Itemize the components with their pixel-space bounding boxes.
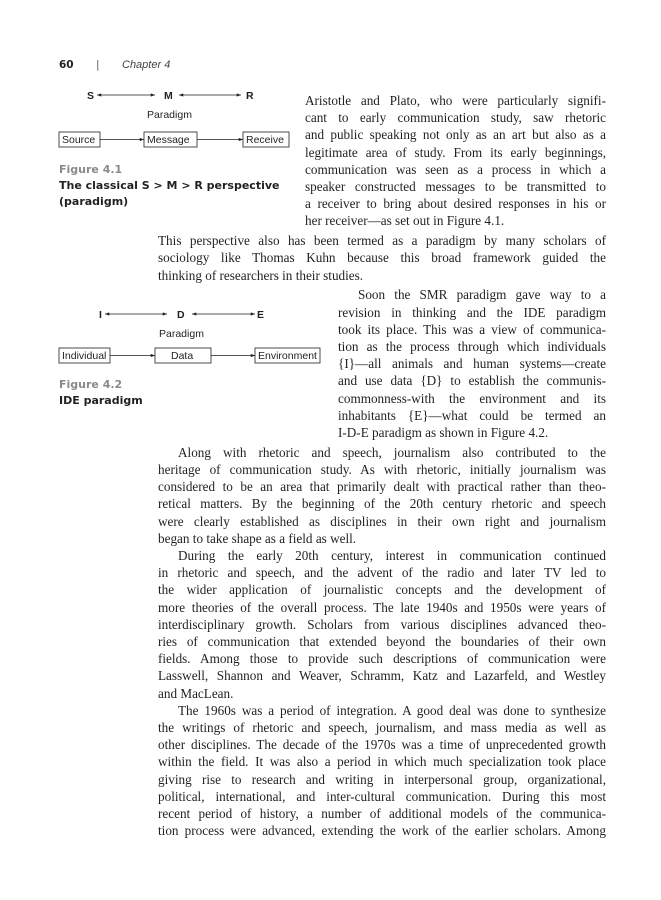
text-line: the writings of rhetoric and speech, journalism, and mass media as well as [158, 720, 606, 735]
node-r: R [246, 90, 254, 102]
text-line: revision in thinking and the IDE paradigm [338, 304, 606, 320]
node-e: E [257, 309, 265, 321]
text-line: sociology like Thomas Kuhn because this broad framework guided the [158, 250, 606, 266]
header-separator: | [96, 59, 100, 71]
text-line: speaker constructed messages to be transmitted to [305, 179, 606, 194]
text-line: other disciplines. The decade of the 1970s was a time of unprecedented growth [158, 737, 606, 753]
text-line: in rhetoric and speech, and the advent of the radio and later TV led to [158, 565, 606, 581]
text-line: fields. Among those to provide such descriptions of communication were [158, 651, 606, 667]
figure-4-2-diagram [59, 307, 324, 371]
text-line: tion process were advanced, extending the work of the earlier scholars. Among [158, 823, 606, 839]
text-line: commonness-with the environment and its [338, 390, 606, 406]
text-line: inhabitants {E}—what could be termed an [338, 407, 606, 423]
text-line: Aristotle and Plato, who were particularly signifi- [305, 93, 606, 108]
figure-number: Figure 4.1 [59, 163, 123, 176]
text-line: communication was seen as a process in which a [305, 161, 606, 177]
paradigm-label: Paradigm [159, 328, 204, 340]
figure-4-1-diagram [59, 88, 299, 152]
text-line: recent period of history, a number of additional models of the communica- [158, 806, 606, 821]
text-line: heritage of communication study. As with rhetoric, initially journalism was [158, 462, 606, 477]
node-m: M [164, 90, 173, 102]
chapter-label: Chapter 4 [122, 59, 171, 71]
figure-title: The classical S > M > R perspective [59, 179, 280, 192]
text-line: Soon the SMR paradigm gave way to a [358, 287, 606, 303]
node-d: D [177, 309, 185, 321]
text-line: Lasswell, Shannon and Weaver, Schramm, Katz and Lazarfeld, and Westley [158, 668, 606, 684]
text-line: a receiver to bring about desired responses in his or [305, 196, 606, 212]
text-line: interdisciplinary growth. Scholars from various disciplines advanced theo- [158, 616, 606, 632]
text-line: {I}—all animals and human systems—create [338, 356, 606, 372]
text-line: were clearly established as disciplines in their own right and journalism [158, 513, 606, 529]
figure-4-1-caption [59, 162, 280, 210]
text-line: more theories of the overall process. The late 1940s and 1950s were years of [158, 599, 606, 615]
text-line: the wider application of journalistic concepts and the development of [158, 582, 606, 598]
text-line: legitimate area of study. From its early beginnings, [305, 144, 606, 160]
text-line: and MacLean. [158, 685, 234, 701]
box-receive: Receive [246, 134, 284, 146]
text-line: I-D-E paradigm as shown in Figure 4.2. [338, 425, 549, 440]
text-line: political, international, and inter-cultural communication. During this most [158, 788, 606, 804]
text-line: This perspective also has been termed as a paradigm by many scholars of [158, 233, 606, 249]
text-line: and public speaking not only as an art but also as a [305, 127, 606, 143]
box-data: Data [171, 350, 194, 362]
page-number: 60 [59, 59, 74, 71]
box-environment: Environment [258, 350, 317, 362]
node-s: S [87, 90, 95, 102]
text-line: Along with rhetoric and speech, journalism also contributed to the [178, 444, 606, 460]
text-line: began to take shape as a field as well. [158, 530, 357, 546]
text-line: ries of communication that extended beyond the boundaries of their own [158, 634, 606, 649]
text-line: thinking of researchers in their studies. [158, 267, 364, 283]
text-line: took its place. This was a view of communica- [338, 321, 606, 337]
box-message: Message [147, 134, 190, 146]
text-line: retical matters. By the beginning of the 20th century rhetoric and speech [158, 496, 606, 512]
text-line: tion as the process through which individuals [338, 339, 606, 354]
text-line: giving rise to research and writing in interpersonal group, organizational, [158, 771, 606, 787]
text-line: her receiver—as set out in Figure 4.1. [305, 213, 505, 229]
text-line: cant to early communication study, saw rhetoric [305, 110, 606, 126]
text-line: within the field. It was also a period in which much specialization took place [158, 754, 606, 770]
text-line: The 1960s was a period of integration. A good deal was done to synthesize [178, 702, 606, 718]
node-i: I [99, 309, 102, 321]
box-individual: Individual [62, 350, 107, 362]
figure-title: IDE paradigm [59, 394, 143, 407]
paradigm-label: Paradigm [147, 109, 192, 121]
text-line: considered to be an area that primarily dealt with practical rather than theo- [158, 479, 606, 495]
figure-number: Figure 4.2 [59, 378, 123, 391]
text-line: and use data {D} to establish the communis- [338, 373, 606, 389]
box-source: Source [62, 134, 96, 146]
figure-title: (paradigm) [59, 195, 129, 208]
figure-4-2-caption [59, 377, 143, 409]
text-line: During the early 20th century, interest in communication continued [178, 548, 606, 563]
